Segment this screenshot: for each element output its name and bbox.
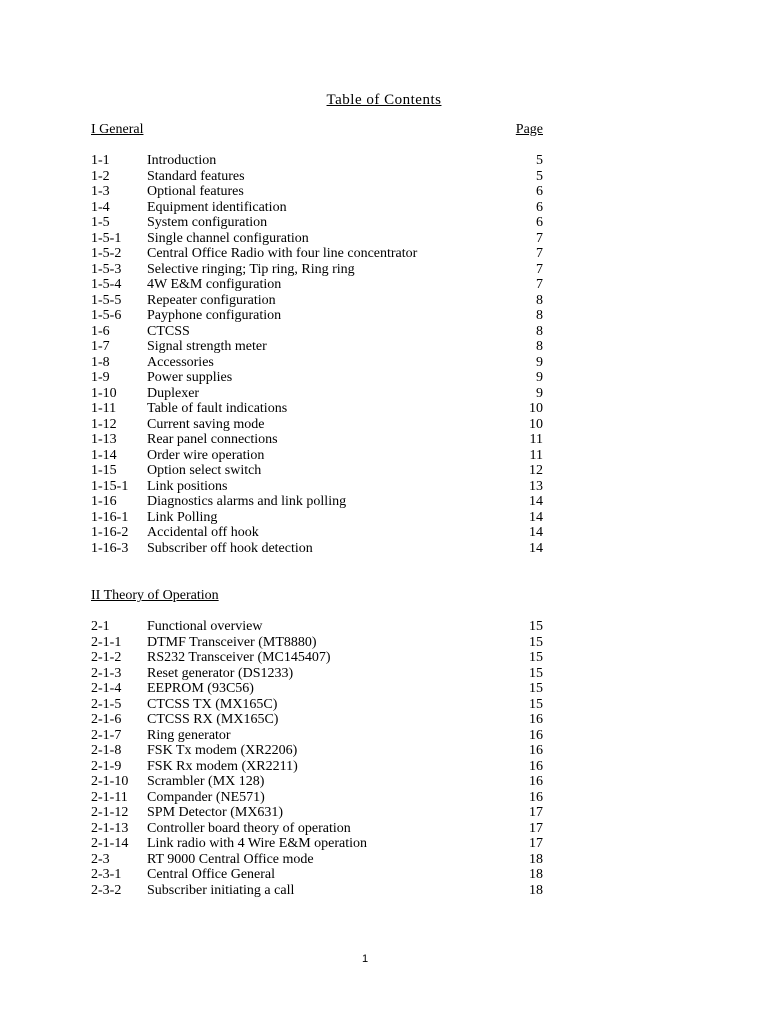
toc-entry bbox=[91, 417, 543, 433]
toc-entry-number: 2-1-2 bbox=[91, 650, 122, 665]
toc-entry-title: SPM Detector (MX631) bbox=[147, 805, 284, 820]
toc-entry bbox=[91, 479, 543, 495]
toc-entry-page: 17 bbox=[529, 836, 543, 851]
toc-entry-number: 2-1-3 bbox=[91, 665, 122, 681]
toc-entry-page: 8 bbox=[536, 308, 543, 323]
toc-entry bbox=[91, 712, 543, 728]
toc-entry-number: 1-16-2 bbox=[91, 525, 129, 540]
toc-entry-title: Signal strength meter bbox=[147, 339, 267, 354]
toc-entry-page: 15 bbox=[529, 681, 543, 696]
toc-entry bbox=[91, 728, 543, 744]
toc-entry-page: 6 bbox=[536, 215, 543, 230]
toc-entry-page: 7 bbox=[536, 261, 543, 277]
toc-entry-page: 8 bbox=[536, 292, 543, 308]
toc-entry-title: Diagnostics alarms and link polling bbox=[147, 494, 347, 509]
toc-entry-title: Repeater configuration bbox=[147, 292, 276, 308]
toc-entry-title: Equipment identification bbox=[147, 199, 287, 215]
toc-entry-page: 17 bbox=[529, 805, 543, 820]
toc-entry-number: 1-5-1 bbox=[91, 230, 122, 246]
toc-list-theory bbox=[91, 619, 543, 898]
toc-entry-page: 15 bbox=[529, 650, 543, 665]
toc-entry-number: 2-3-2 bbox=[91, 882, 122, 898]
toc-entry-title: FSK Tx modem (XR2206) bbox=[147, 743, 298, 758]
toc-entry-page: 16 bbox=[529, 743, 543, 758]
toc-entry-title: Link radio with 4 Wire E&M operation bbox=[147, 836, 368, 851]
toc-entry-title: Compander (NE571) bbox=[147, 789, 265, 805]
toc-entry bbox=[91, 666, 543, 682]
toc-entry-number: 1-11 bbox=[91, 401, 117, 416]
toc-entry-number: 1-5-3 bbox=[91, 261, 122, 277]
toc-entry-page: 6 bbox=[536, 184, 543, 199]
toc-entry-page: 15 bbox=[529, 696, 543, 712]
toc-entry-title: Introduction bbox=[147, 153, 217, 168]
toc-entry bbox=[91, 525, 543, 541]
toc-entry-number: 1-12 bbox=[91, 416, 117, 432]
toc-entry-number: 2-1-8 bbox=[91, 743, 122, 758]
toc-entry bbox=[91, 324, 543, 340]
toc-entry-number: 1-8 bbox=[91, 354, 110, 370]
toc-entry-title: EEPROM (93C56) bbox=[147, 681, 254, 696]
toc-entry bbox=[91, 697, 543, 713]
toc-entry bbox=[91, 619, 543, 635]
toc-entry-number: 1-16-1 bbox=[91, 509, 129, 525]
toc-entry-title: Controller board theory of operation bbox=[147, 820, 351, 836]
toc-entry-number: 2-1-1 bbox=[91, 634, 122, 650]
toc-entry-title: Scrambler (MX 128) bbox=[147, 774, 265, 789]
toc-entry-number: 1-9 bbox=[91, 370, 110, 385]
toc-entry-page: 11 bbox=[529, 432, 543, 447]
toc-entry-number: 1-5-6 bbox=[91, 308, 122, 323]
toc-entry bbox=[91, 184, 543, 200]
toc-entry-number: 2-1-13 bbox=[91, 820, 129, 836]
toc-entry-page: 11 bbox=[529, 447, 543, 463]
toc-entry-title: Table of fault indications bbox=[147, 401, 288, 416]
toc-entry-page: 15 bbox=[529, 619, 543, 634]
toc-entry-number: 1-14 bbox=[91, 447, 117, 463]
toc-entry-number: 1-4 bbox=[91, 199, 110, 215]
toc-entry-page: 7 bbox=[536, 230, 543, 246]
toc-entry-page: 5 bbox=[536, 153, 543, 168]
toc-entry-page: 14 bbox=[529, 494, 543, 509]
toc-entry-number: 2-3 bbox=[91, 851, 110, 867]
toc-entry-title: RT 9000 Central Office mode bbox=[147, 851, 314, 867]
toc-entry bbox=[91, 743, 543, 759]
toc-entry-title: Power supplies bbox=[147, 370, 233, 385]
toc-entry-title: Functional overview bbox=[147, 619, 263, 634]
toc-entry-page: 15 bbox=[529, 634, 543, 650]
page-number: 1 bbox=[361, 953, 369, 965]
toc-entry-page: 7 bbox=[536, 277, 543, 292]
toc-entry-number: 2-1-9 bbox=[91, 758, 122, 774]
toc-entry bbox=[91, 836, 543, 852]
toc-entry-number: 2-3-1 bbox=[91, 867, 122, 882]
toc-entry-number: 2-1-5 bbox=[91, 696, 122, 712]
toc-entry bbox=[91, 401, 543, 417]
toc-entry-title: Duplexer bbox=[147, 385, 200, 401]
toc-entry-title: Accidental off hook bbox=[147, 525, 259, 540]
toc-entry-page: 13 bbox=[529, 478, 543, 494]
toc-entry-title: CTCSS TX (MX165C) bbox=[147, 696, 278, 712]
toc-entry-number: 1-15-1 bbox=[91, 478, 129, 494]
toc-entry-title: Reset generator (DS1233) bbox=[147, 665, 294, 681]
toc-entry-title: 4W E&M configuration bbox=[147, 277, 282, 292]
toc-entry-page: 8 bbox=[536, 323, 543, 339]
toc-entry-title: Payphone configuration bbox=[147, 308, 282, 323]
toc-entry-title: System configuration bbox=[147, 215, 268, 230]
toc-entry bbox=[91, 262, 543, 278]
section-heading-label: II Theory of Operation bbox=[91, 588, 219, 603]
toc-entry-title: Ring generator bbox=[147, 727, 231, 743]
toc-entry bbox=[91, 386, 543, 402]
toc-entry-title: RS232 Transceiver (MC145407) bbox=[147, 650, 331, 665]
toc-entry bbox=[91, 821, 543, 837]
toc-entry bbox=[91, 200, 543, 216]
toc-entry-page: 6 bbox=[536, 199, 543, 215]
toc-entry bbox=[91, 494, 543, 510]
toc-entry-title: Central Office General bbox=[147, 867, 276, 882]
toc-entry bbox=[91, 308, 543, 324]
toc-entry-page: 14 bbox=[529, 509, 543, 525]
toc-entry-page: 9 bbox=[536, 354, 543, 370]
toc-entry-number: 1-1 bbox=[91, 153, 110, 168]
toc-entry-page: 18 bbox=[529, 851, 543, 867]
page-column-label: Page bbox=[515, 122, 543, 137]
toc-entry bbox=[91, 355, 543, 371]
toc-entry bbox=[91, 215, 543, 231]
toc-entry-number: 1-6 bbox=[91, 323, 110, 339]
toc-entry-number: 1-13 bbox=[91, 432, 117, 447]
section-heading-label: I General bbox=[91, 122, 144, 137]
toc-entry-title: CTCSS bbox=[147, 323, 190, 339]
toc-entry-page: 7 bbox=[536, 246, 543, 261]
toc-entry-number: 2-1-10 bbox=[91, 774, 129, 789]
toc-entry-number: 2-1-11 bbox=[91, 789, 128, 805]
toc-entry bbox=[91, 510, 543, 526]
toc-entry-title: Selective ringing; Tip ring, Ring ring bbox=[147, 261, 355, 277]
toc-entry-number: 1-5-4 bbox=[91, 277, 122, 292]
toc-entry-page: 9 bbox=[536, 385, 543, 401]
toc-list-general bbox=[91, 153, 543, 556]
toc-entry-page: 5 bbox=[536, 168, 543, 184]
toc-title: Table of Contents bbox=[326, 92, 442, 108]
toc-entry-page: 18 bbox=[529, 867, 543, 882]
toc-entry bbox=[91, 339, 543, 355]
toc-entry bbox=[91, 681, 543, 697]
toc-entry-page: 10 bbox=[529, 416, 543, 432]
toc-entry-page: 12 bbox=[529, 463, 543, 478]
toc-entry-title: Subscriber initiating a call bbox=[147, 882, 295, 898]
toc-entry bbox=[91, 293, 543, 309]
toc-entry bbox=[91, 231, 543, 247]
toc-entry bbox=[91, 277, 543, 293]
toc-entry-title: Order wire operation bbox=[147, 447, 265, 463]
toc-entry-number: 2-1 bbox=[91, 619, 110, 634]
toc-entry-number: 2-1-4 bbox=[91, 681, 122, 696]
toc-entry bbox=[91, 867, 543, 883]
toc-entry bbox=[91, 883, 543, 899]
toc-entry bbox=[91, 805, 543, 821]
toc-entry-title: Subscriber off hook detection bbox=[147, 540, 313, 556]
toc-entry bbox=[91, 448, 543, 464]
toc-entry-number: 2-1-12 bbox=[91, 805, 129, 820]
toc-entry-title: DTMF Transceiver (MT8880) bbox=[147, 634, 317, 650]
toc-entry-page: 15 bbox=[529, 665, 543, 681]
toc-entry-page: 18 bbox=[529, 882, 543, 898]
toc-entry-number: 1-15 bbox=[91, 463, 117, 478]
toc-entry-title: Accessories bbox=[147, 354, 214, 370]
toc-entry-number: 1-2 bbox=[91, 168, 110, 184]
toc-entry-number: 2-1-14 bbox=[91, 836, 129, 851]
toc-entry bbox=[91, 650, 543, 666]
toc-entry bbox=[91, 635, 543, 651]
toc-entry-page: 16 bbox=[529, 789, 543, 805]
toc-entry-page: 14 bbox=[529, 525, 543, 540]
toc-entry-number: 2-1-6 bbox=[91, 712, 122, 727]
toc-entry-number: 1-3 bbox=[91, 184, 110, 199]
toc-entry-number: 1-5-5 bbox=[91, 292, 122, 308]
section-heading-general bbox=[91, 122, 543, 138]
toc-entry-title: Current saving mode bbox=[147, 416, 265, 432]
toc-entry bbox=[91, 541, 543, 557]
toc-entry-title: FSK Rx modem (XR2211) bbox=[147, 758, 298, 774]
toc-entry-title: Rear panel connections bbox=[147, 432, 278, 447]
toc-entry bbox=[91, 790, 543, 806]
toc-entry-title: Standard features bbox=[147, 168, 245, 184]
toc-entry bbox=[91, 432, 543, 448]
toc-entry bbox=[91, 153, 543, 169]
toc-entry bbox=[91, 759, 543, 775]
toc-entry-title: Central Office Radio with four line concentrator bbox=[147, 246, 418, 261]
toc-entry-title: Single channel configuration bbox=[147, 230, 309, 246]
toc-entry-title: Link Polling bbox=[147, 509, 218, 525]
toc-entry bbox=[91, 370, 543, 386]
toc-entry-number: 1-16 bbox=[91, 494, 117, 509]
section-heading-theory bbox=[91, 588, 543, 604]
toc-entry bbox=[91, 774, 543, 790]
toc-entry-number: 1-16-3 bbox=[91, 540, 129, 556]
toc-entry-number: 1-5 bbox=[91, 215, 110, 230]
toc-entry-title: CTCSS RX (MX165C) bbox=[147, 712, 279, 727]
toc-entry-page: 16 bbox=[529, 727, 543, 743]
toc-entry-title: Option select switch bbox=[147, 463, 262, 478]
toc-entry-page: 14 bbox=[529, 540, 543, 556]
toc-entry-page: 8 bbox=[536, 339, 543, 354]
toc-entry-page: 10 bbox=[529, 401, 543, 416]
toc-entry-title: Optional features bbox=[147, 184, 244, 199]
toc-entry bbox=[91, 246, 543, 262]
toc-entry-page: 16 bbox=[529, 774, 543, 789]
toc-entry-page: 9 bbox=[536, 370, 543, 385]
toc-entry bbox=[91, 463, 543, 479]
toc-entry bbox=[91, 169, 543, 185]
toc-entry-title: Link positions bbox=[147, 478, 228, 494]
toc-entry-number: 1-10 bbox=[91, 385, 117, 401]
toc-entry bbox=[91, 852, 543, 868]
toc-entry-number: 2-1-7 bbox=[91, 727, 122, 743]
toc-entry-page: 16 bbox=[529, 758, 543, 774]
toc-entry-page: 17 bbox=[529, 820, 543, 836]
toc-entry-number: 1-5-2 bbox=[91, 246, 122, 261]
toc-entry-number: 1-7 bbox=[91, 339, 110, 354]
toc-entry-page: 16 bbox=[529, 712, 543, 727]
